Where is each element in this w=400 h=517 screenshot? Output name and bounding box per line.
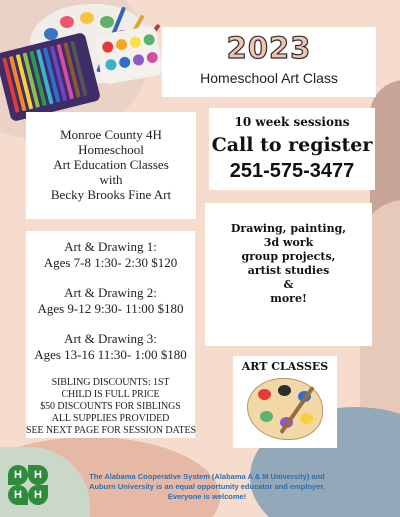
- class-details: Ages 13-16 11:30- 1:00 $180: [34, 347, 187, 362]
- equal-opportunity-footer: [64, 472, 350, 502]
- class-name: Art & Drawing 3:: [64, 331, 157, 346]
- footer-line: Auburn University is an equal opportunity educator and employer.: [89, 482, 325, 491]
- art-classes-graphic: [233, 356, 337, 448]
- discount-line: ALL SUPPLIES PROVIDED: [51, 413, 170, 424]
- sessions-text: 10 week sessions: [234, 115, 350, 129]
- class-details: Ages 9-12 9:30- 11:00 $180: [37, 301, 184, 316]
- info-line: with: [99, 172, 123, 187]
- activity-line: Drawing, painting,: [230, 222, 347, 235]
- discount-line: SEE NEXT PAGE FOR SESSION DATES: [26, 425, 196, 436]
- phone-number[interactable]: 251-575-3477: [229, 160, 355, 182]
- call-to-register-heading: Call to register: [211, 134, 373, 156]
- class-details: Ages 7-8 1:30- 2:30 $120: [43, 255, 178, 270]
- activity-line: artist studies: [247, 264, 330, 277]
- program-info-card: [26, 112, 196, 219]
- info-line: Monroe County 4H: [60, 127, 162, 142]
- info-line: Homeschool: [78, 142, 144, 157]
- info-line: Becky Brooks Fine Art: [50, 187, 172, 202]
- class-schedule-card: [26, 231, 195, 438]
- footer-line: Everyone is welcome!: [167, 492, 247, 501]
- watercolor-tray-icon: [94, 25, 164, 85]
- title-card: [162, 27, 376, 97]
- class-name: Art & Drawing 1:: [64, 239, 157, 254]
- art-classes-title: ART CLASSES: [241, 360, 329, 373]
- activity-line: &: [283, 278, 294, 291]
- register-card: [209, 108, 375, 190]
- four-h-clover-logo: H H H H: [6, 463, 50, 507]
- class-name: Art & Drawing 2:: [64, 285, 157, 300]
- year-heading: 2023: [226, 31, 312, 65]
- activity-line: more!: [270, 292, 307, 305]
- activity-line: 3d work: [263, 236, 314, 249]
- activity-line: group projects,: [241, 250, 336, 263]
- discount-line: $50 DISCOUNTS FOR SIBLINGS: [40, 401, 181, 412]
- discount-line: CHILD IS FULL PRICE: [61, 389, 160, 400]
- class-subtitle: Homeschool Art Class: [200, 70, 338, 86]
- discount-line: SIBLING DISCOUNTS: 1ST: [51, 377, 170, 388]
- footer-line: The Alabama Cooperative System (Alabama A & M University) and: [89, 472, 325, 481]
- activities-card: [205, 203, 372, 346]
- info-line: Art Education Classes: [53, 157, 169, 172]
